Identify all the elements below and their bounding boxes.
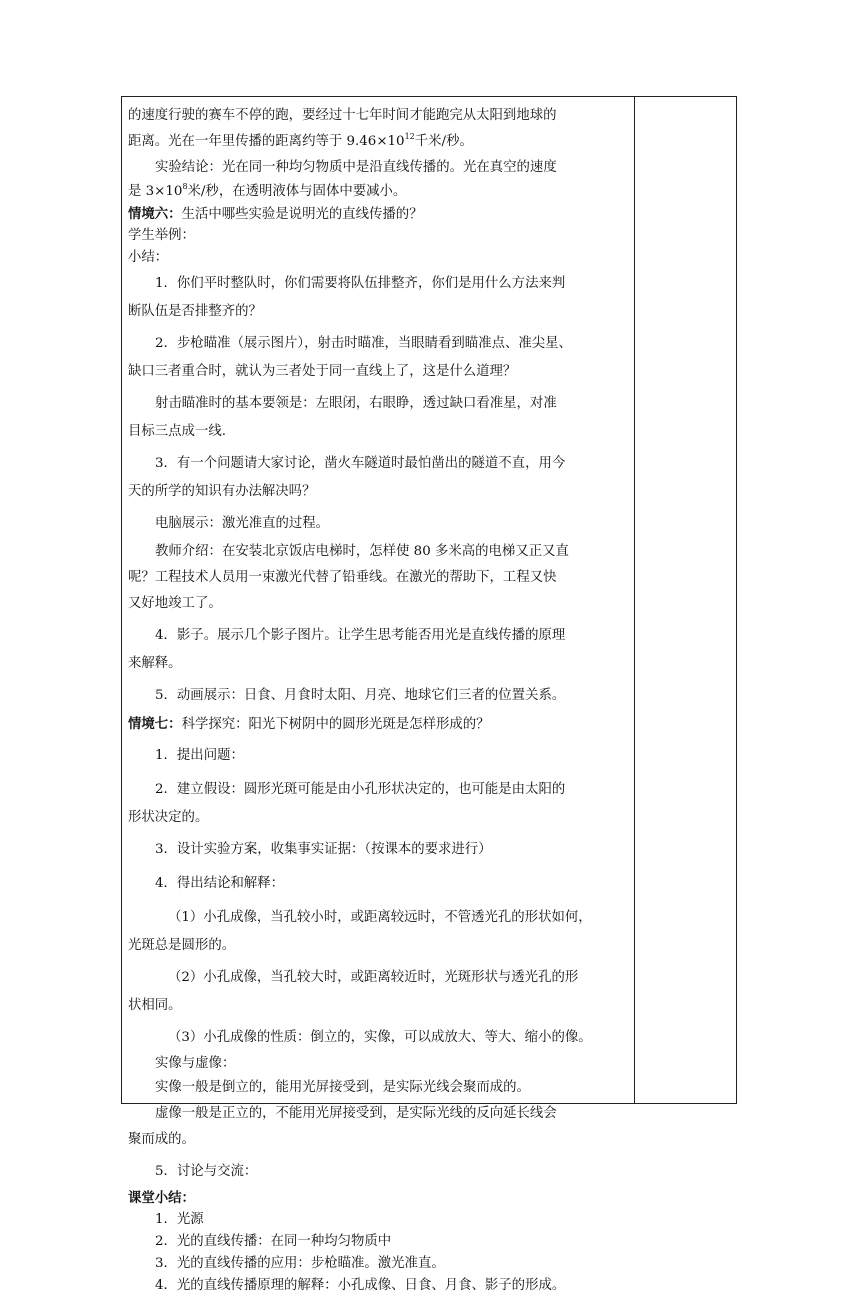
scenario-text: 科学探究：阳光下树阴中的圆形光斑是怎样形成的？ <box>181 717 490 732</box>
text-line: 2．建立假设：圆形光斑可能是由小孔形状决定的，也可能是由太阳的 <box>155 782 566 797</box>
text-line: 学生举例： <box>128 228 195 243</box>
scenario-label: 情境六： <box>128 206 182 222</box>
text-line: （2）小孔成像，当孔较大时，或距离较近时，光斑形状与透光孔的形 <box>168 970 579 985</box>
text-line: 电脑展示：激光准直的过程。 <box>155 516 330 531</box>
superscript-exponent: 12 <box>404 132 415 141</box>
text-fragment: 米/秒，在透明液体与固体中要减小。 <box>187 184 407 199</box>
text-line: 实像一般是倒立的，能用光屏接受到，是实际光线会聚而成的。 <box>155 1080 530 1095</box>
summary-item: 2．光的直线传播：在同一种均匀物质中 <box>155 1234 392 1249</box>
text-line: 实像与虚像： <box>155 1056 236 1071</box>
text-line: 光斑总是圆形的。 <box>128 938 236 953</box>
scenario-text: 生活中哪些实验是说明光的直线传播的？ <box>181 207 423 222</box>
text-line: 2．步枪瞄准（展示图片），射击时瞄准，当眼睛看到瞄准点、准尖星、 <box>155 336 572 351</box>
text-line: （1）小孔成像，当孔较小时，或距离较远时，不管透光孔的形状如何， <box>168 910 592 925</box>
experiment-conclusion: 实验结论：光在同一种均匀物质中是沿直线传播的。光在真空的速度 <box>155 160 557 175</box>
text-line: 呢？工程技术人员用一束激光代替了铅垂线。在激光的帮助下，工程又快 <box>128 570 557 585</box>
text-line: 教师介绍：在安装北京饭店电梯时，怎样使 80 多米高的电梯又正又直 <box>155 544 569 559</box>
text-line: 3．设计实验方案，收集事实证据：（按课本的要求进行） <box>155 842 492 857</box>
text-line: 小结： <box>128 250 169 265</box>
text-line: 4．影子。展示几个影子图片。让学生思考能否用光是直线传播的原理 <box>155 628 566 643</box>
text-line: 的速度行驶的赛车不停的跑，要经过十七年时间才能跑完从太阳到地球的 <box>128 108 557 123</box>
scenario-six-heading <box>128 203 624 225</box>
summary-item: 3．光的直线传播的应用：步枪瞄准。激光准直。 <box>155 1256 445 1271</box>
scenario-label: 情境七： <box>128 716 182 732</box>
text-line: 来解释。 <box>128 656 182 671</box>
text-line: 5．讨论与交流： <box>155 1164 258 1179</box>
text-line: 天的所学的知识有办法解决吗？ <box>128 484 316 499</box>
text-line: 射击瞄准时的基本要领是：左眼闭，右眼睁，透过缺口看准星，对准 <box>155 396 557 411</box>
text-line: 缺口三者重合时，就认为三者处于同一直线上了，这是什么道理？ <box>128 364 517 379</box>
text-line: （3）小孔成像的性质：倒立的，实像，可以成放大、等大、缩小的像。 <box>168 1030 592 1045</box>
text-line <box>128 129 624 155</box>
text-line: 聚而成的。 <box>128 1132 195 1147</box>
text-line: 又好地竣工了。 <box>128 596 222 611</box>
text-line: 虚像一般是正立的，不能用光屏接受到，是实际光线的反向延长线会 <box>155 1106 557 1121</box>
text-line: 5．动画展示：日食、月食时太阳、月亮、地球它们三者的位置关系。 <box>155 688 566 703</box>
text-line: 形状决定的。 <box>128 810 209 825</box>
text-fragment: 距离。光在一年里传播的距离约等于 9.46×10 <box>128 134 405 149</box>
text-line: 目标三点成一线. <box>128 424 226 439</box>
text-line: 4．得出结论和解释： <box>155 876 285 891</box>
text-line: 1．提出问题： <box>155 748 244 763</box>
text-line: 1．你们平时整队时，你们需要将队伍排整齐，你们是用什么方法来判 <box>155 276 566 291</box>
text-fragment: 千米/秒。 <box>414 134 473 149</box>
superscript-exponent: 8 <box>182 182 188 191</box>
text-line <box>128 181 624 203</box>
class-summary-heading: 课堂小结： <box>128 1190 195 1206</box>
summary-item: 4．光的直线传播原理的解释：小孔成像、日食、月食、影子的形成。 <box>155 1278 566 1293</box>
scenario-seven-heading <box>128 711 624 737</box>
lesson-table <box>121 96 737 1293</box>
text-line: 3．有一个问题请大家讨论，凿火车隧道时最怕凿出的隧道不直，用今 <box>155 456 566 471</box>
summary-item: 1．光源 <box>155 1212 204 1227</box>
text-line: 状相同。 <box>128 998 182 1013</box>
text-fragment: 是 3×10 <box>128 184 183 199</box>
text-line: 断队伍是否排整齐的？ <box>128 304 262 319</box>
lesson-content-cell <box>128 103 624 1297</box>
column-divider <box>634 97 635 1103</box>
